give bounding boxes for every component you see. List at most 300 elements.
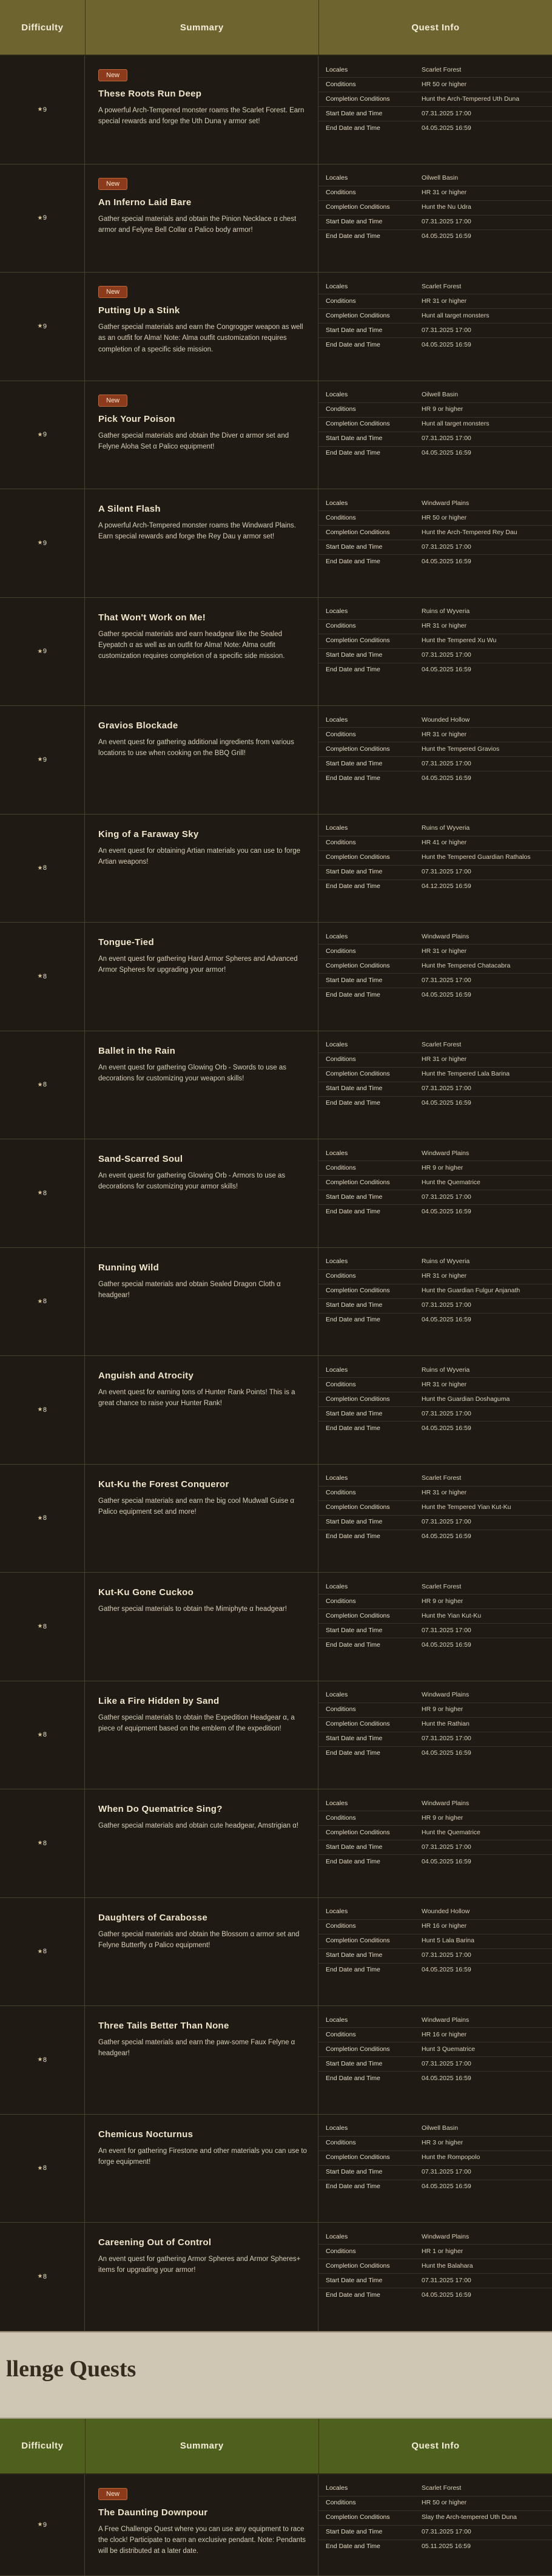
info-label: Conditions bbox=[326, 839, 356, 847]
quest-description: An event quest for gathering additional ingredients from various locations to use when cooking on the BBQ Grill! bbox=[98, 739, 294, 758]
table-row bbox=[0, 1789, 552, 1898]
difficulty-stars: 8 bbox=[42, 2273, 47, 2280]
info-label: End Date and Time bbox=[326, 774, 380, 782]
quest-title: Three Tails Better Than None bbox=[98, 2021, 229, 2031]
info-value: 04.05.2025 16:59 bbox=[422, 1533, 471, 1541]
info-completion-row bbox=[318, 2259, 552, 2274]
info-label: Start Date and Time bbox=[326, 1518, 383, 1526]
info-value: Scarlet Forest bbox=[422, 1582, 462, 1590]
info-completion-row bbox=[318, 1176, 552, 1190]
info-label: End Date and Time bbox=[326, 1966, 380, 1974]
new-badge: New bbox=[98, 69, 127, 81]
table-row bbox=[0, 1248, 552, 1357]
quest-title: Anguish and Atrocity bbox=[98, 1371, 194, 1381]
info-value: 07.31.2025 17:00 bbox=[422, 651, 471, 659]
info-label: End Date and Time bbox=[326, 232, 380, 240]
quest-title: The Daunting Downpour bbox=[98, 2507, 208, 2518]
info-completion-row bbox=[318, 1284, 552, 1299]
quest-title: Pick Your Poison bbox=[98, 413, 175, 424]
info-label: End Date and Time bbox=[326, 1424, 380, 1432]
info-label: Locales bbox=[326, 1908, 348, 1916]
quest-title: When Do Quematrice Sing? bbox=[98, 1804, 223, 1814]
quest-info-cell bbox=[318, 489, 552, 597]
summary-cell bbox=[85, 1139, 318, 1247]
info-value: Wounded Hollow bbox=[422, 716, 470, 724]
info-label: End Date and Time bbox=[326, 883, 380, 890]
difficulty-stars: 9 bbox=[42, 106, 47, 114]
info-label: Conditions bbox=[326, 1922, 356, 1930]
info-start-row bbox=[318, 1516, 552, 1530]
star-icon: ★ bbox=[37, 106, 43, 114]
info-label: Locales bbox=[326, 1366, 348, 1374]
difficulty-cell bbox=[0, 2006, 85, 2114]
summary-cell bbox=[85, 923, 318, 1031]
quest-description: Gather special materials and earn headgear like the Sealed Eyepatch α as well as an outfit for Alma! Note: Alma outfit customization requires completion of a specific side mission. bbox=[98, 630, 285, 660]
info-end-row bbox=[318, 2072, 552, 2086]
table-row bbox=[0, 489, 552, 598]
info-label: Completion Conditions bbox=[326, 2262, 390, 2269]
info-end-row bbox=[318, 880, 552, 894]
info-value: HR 3 or higher bbox=[422, 2139, 463, 2147]
info-label: End Date and Time bbox=[326, 1099, 380, 1107]
info-value: 07.31.2025 17:00 bbox=[422, 976, 471, 984]
info-value: Ruins of Wyveria bbox=[422, 1258, 470, 1266]
info-label: End Date and Time bbox=[326, 1857, 380, 1865]
quest-description: Gather special materials and obtain the Blossom α armor set and Felyne Butterfly α Palico equipment! bbox=[98, 1930, 300, 1949]
info-end-row bbox=[318, 771, 552, 785]
info-value: HR 31 or higher bbox=[422, 297, 467, 305]
star-icon: ★ bbox=[37, 864, 43, 872]
info-value: HR 31 or higher bbox=[422, 622, 467, 630]
info-label: Conditions bbox=[326, 514, 356, 521]
info-label: Conditions bbox=[326, 80, 356, 88]
quest-title: Ballet in the Rain bbox=[98, 1045, 176, 1056]
info-completion-row bbox=[318, 418, 552, 432]
info-locale-row bbox=[318, 1472, 552, 1486]
summary-cell bbox=[85, 273, 318, 381]
info-value: 04.05.2025 16:59 bbox=[422, 1424, 471, 1432]
info-value: HR 50 or higher bbox=[422, 2499, 467, 2507]
info-value: HR 31 or higher bbox=[422, 1056, 467, 1063]
summary-cell bbox=[85, 489, 318, 597]
difficulty-header: Difficulty bbox=[0, 0, 86, 55]
info-value: 07.31.2025 17:00 bbox=[422, 2059, 471, 2067]
info-end-row bbox=[318, 230, 552, 244]
difficulty-cell bbox=[0, 273, 85, 381]
info-value: Ruins of Wyveria bbox=[422, 824, 470, 832]
quest-description: Gather special materials and obtain cute headgear, Amstrigian α! bbox=[98, 1822, 299, 1829]
info-label: Start Date and Time bbox=[326, 2168, 383, 2176]
info-conditions-row bbox=[318, 1270, 552, 1284]
star-icon: ★ bbox=[37, 1840, 43, 1847]
info-conditions-row bbox=[318, 186, 552, 201]
section-banner bbox=[0, 2331, 552, 2419]
info-label: End Date and Time bbox=[326, 557, 380, 565]
quest-title: Tongue-Tied bbox=[98, 937, 154, 947]
summary-cell bbox=[85, 1465, 318, 1573]
info-value: HR 41 or higher bbox=[422, 839, 467, 847]
info-value: 07.31.2025 17:00 bbox=[422, 1301, 471, 1309]
quest-info-cell bbox=[318, 1139, 552, 1247]
info-locale-row bbox=[318, 2013, 552, 2028]
info-label: Completion Conditions bbox=[326, 528, 390, 536]
info-locale-row bbox=[318, 1797, 552, 1811]
quest-description: Gather special materials to obtain the Mimiphyte α headgear! bbox=[98, 1605, 287, 1613]
star-icon: ★ bbox=[37, 431, 43, 438]
star-icon: ★ bbox=[37, 1406, 43, 1414]
quest-title: That Won't Work on Me! bbox=[98, 612, 206, 623]
difficulty-stars: 8 bbox=[42, 864, 47, 872]
info-locale-row bbox=[318, 605, 552, 620]
info-start-row bbox=[318, 215, 552, 230]
info-label: Completion Conditions bbox=[326, 1828, 390, 1836]
quest-info-cell bbox=[318, 1031, 552, 1139]
info-value: 04.05.2025 16:59 bbox=[422, 449, 471, 457]
info-label: Conditions bbox=[326, 189, 356, 197]
quest-info-cell bbox=[318, 1356, 552, 1464]
info-value: HR 16 or higher bbox=[422, 2030, 467, 2038]
summary-cell bbox=[85, 598, 318, 706]
info-label: Start Date and Time bbox=[326, 759, 383, 767]
info-completion-row bbox=[318, 634, 552, 649]
info-value: Hunt the Guardian Doshaguma bbox=[422, 1395, 510, 1403]
info-label: Locales bbox=[326, 391, 348, 399]
info-conditions-row bbox=[318, 728, 552, 742]
info-value: HR 50 or higher bbox=[422, 80, 467, 88]
info-end-row bbox=[318, 2288, 552, 2302]
info-locale-row bbox=[318, 1039, 552, 1053]
info-label: Start Date and Time bbox=[326, 2528, 383, 2536]
table-row bbox=[0, 2115, 552, 2223]
star-icon: ★ bbox=[37, 1514, 43, 1522]
star-icon: ★ bbox=[37, 1190, 43, 1197]
difficulty-stars: 8 bbox=[42, 2164, 47, 2172]
info-end-row bbox=[318, 1313, 552, 1327]
info-value: 04.05.2025 16:59 bbox=[422, 1099, 471, 1107]
info-label: Conditions bbox=[326, 297, 356, 305]
info-label: Locales bbox=[326, 716, 348, 724]
info-label: Completion Conditions bbox=[326, 95, 390, 103]
table-row bbox=[0, 815, 552, 923]
info-value: 04.12.2025 16:59 bbox=[422, 883, 471, 890]
summary-cell bbox=[85, 381, 318, 489]
info-label: Completion Conditions bbox=[326, 1395, 390, 1403]
info-locale-row bbox=[318, 1363, 552, 1378]
quest-info-cell bbox=[318, 1898, 552, 2006]
info-value: Hunt the Quematrice bbox=[422, 1178, 480, 1186]
info-label: Start Date and Time bbox=[326, 543, 383, 551]
difficulty-cell bbox=[0, 1898, 85, 2006]
difficulty-stars: 9 bbox=[42, 214, 47, 222]
info-label: Locales bbox=[326, 1258, 348, 1266]
info-conditions-row bbox=[318, 836, 552, 851]
info-value: HR 31 or higher bbox=[422, 189, 467, 197]
difficulty-stars: 9 bbox=[42, 756, 47, 764]
difficulty-stars: 9 bbox=[42, 2521, 47, 2529]
info-value: HR 1 or higher bbox=[422, 2247, 463, 2255]
info-completion-row bbox=[318, 1609, 552, 1624]
difficulty-cell bbox=[0, 1356, 85, 1464]
quest-info-cell bbox=[318, 2223, 552, 2331]
info-label: Conditions bbox=[326, 1814, 356, 1822]
info-label: Conditions bbox=[326, 947, 356, 955]
quest-title: Gravios Blockade bbox=[98, 720, 178, 731]
info-conditions-row bbox=[318, 2028, 552, 2042]
star-icon: ★ bbox=[37, 1948, 43, 1955]
info-completion-row bbox=[318, 1826, 552, 1840]
info-value: 07.31.2025 17:00 bbox=[422, 1193, 471, 1201]
info-label: Locales bbox=[326, 1691, 348, 1699]
info-value: Ruins of Wyveria bbox=[422, 1366, 470, 1374]
info-end-row bbox=[318, 121, 552, 135]
quest-info-cell bbox=[318, 1681, 552, 1789]
info-value: Hunt the Tempered Lala Barina bbox=[422, 1070, 510, 1078]
difficulty-cell bbox=[0, 2223, 85, 2331]
info-start-row bbox=[318, 974, 552, 988]
quest-title: Chemicus Nocturnus bbox=[98, 2129, 194, 2140]
info-label: Locales bbox=[326, 2484, 348, 2492]
quest-description: An event quest for gathering Glowing Orb - Swords to use as decorations for customizing your weapon skills! bbox=[98, 1063, 287, 1082]
info-value: 07.31.2025 17:00 bbox=[422, 218, 471, 226]
summary-cell bbox=[85, 1031, 318, 1139]
quest-description: Gather special materials and obtain the Pinion Necklace α chest armor and Felyne Bell Collar α Palico body armor! bbox=[98, 215, 297, 234]
info-label: Conditions bbox=[326, 1597, 356, 1605]
info-label: Completion Conditions bbox=[326, 1720, 390, 1728]
info-value: 04.05.2025 16:59 bbox=[422, 341, 471, 348]
quest-description: A powerful Arch-Tempered monster roams the Scarlet Forest. Earn special rewards and forge the Uth Duna γ armor set! bbox=[98, 107, 305, 126]
info-value: 04.05.2025 16:59 bbox=[422, 557, 471, 565]
info-value: Windward Plains bbox=[422, 1691, 470, 1699]
difficulty-stars: 8 bbox=[42, 972, 47, 980]
info-completion-row bbox=[318, 742, 552, 757]
difficulty-cell bbox=[0, 706, 85, 814]
info-value: Hunt 5 Lala Barina bbox=[422, 1937, 474, 1945]
info-label: Start Date and Time bbox=[326, 1735, 383, 1743]
summary-cell bbox=[85, 1248, 318, 1356]
info-value: 04.05.2025 16:59 bbox=[422, 1207, 471, 1215]
info-start-row bbox=[318, 2166, 552, 2180]
table-row bbox=[0, 1356, 552, 1465]
info-completion-row bbox=[318, 1068, 552, 1082]
info-end-row bbox=[318, 988, 552, 1002]
summary-header: Summary bbox=[86, 0, 319, 55]
table-row bbox=[0, 1031, 552, 1140]
info-value: 07.31.2025 17:00 bbox=[422, 326, 471, 334]
difficulty-stars: 8 bbox=[42, 1731, 47, 1739]
info-label: Start Date and Time bbox=[326, 1951, 383, 1959]
info-label: Completion Conditions bbox=[326, 2045, 390, 2053]
section-title: llenge Quests bbox=[6, 2356, 136, 2382]
difficulty-stars: 8 bbox=[42, 1298, 47, 1306]
info-end-row bbox=[318, 2180, 552, 2194]
info-label: Start Date and Time bbox=[326, 1409, 383, 1417]
quest-info-header: Quest Info bbox=[411, 2441, 460, 2451]
info-value: Hunt the Guardian Fulgur Anjanath bbox=[422, 1287, 520, 1295]
info-completion-row bbox=[318, 2511, 552, 2526]
info-start-row bbox=[318, 1190, 552, 1205]
info-completion-row bbox=[318, 1501, 552, 1516]
quest-info-cell bbox=[318, 2115, 552, 2223]
info-label: Locales bbox=[326, 1474, 348, 1482]
info-label: Completion Conditions bbox=[326, 1503, 390, 1511]
quest-info-cell bbox=[318, 273, 552, 381]
info-label: End Date and Time bbox=[326, 2074, 380, 2082]
info-value: Hunt the Balahara bbox=[422, 2262, 473, 2269]
info-label: Locales bbox=[326, 608, 348, 615]
summary-cell bbox=[85, 2006, 318, 2114]
info-label: Conditions bbox=[326, 1380, 356, 1388]
info-completion-row bbox=[318, 1718, 552, 1732]
star-icon: ★ bbox=[37, 1731, 43, 1738]
difficulty-stars: 8 bbox=[42, 1839, 47, 1847]
table-row bbox=[0, 706, 552, 815]
info-label: Conditions bbox=[326, 2139, 356, 2147]
star-icon: ★ bbox=[37, 2164, 43, 2172]
info-start-row bbox=[318, 1407, 552, 1422]
difficulty-cell bbox=[0, 598, 85, 706]
star-icon: ★ bbox=[37, 1623, 43, 1630]
info-value: Ruins of Wyveria bbox=[422, 608, 470, 615]
info-value: Windward Plains bbox=[422, 2016, 470, 2024]
info-value: Oilwell Basin bbox=[422, 2124, 459, 2132]
info-value: Scarlet Forest bbox=[422, 282, 462, 290]
info-value: 04.05.2025 16:59 bbox=[422, 774, 471, 782]
info-value: Hunt all target monsters bbox=[422, 311, 490, 319]
info-value: HR 50 or higher bbox=[422, 514, 467, 521]
info-value: Hunt the Quematrice bbox=[422, 1828, 480, 1836]
star-icon: ★ bbox=[37, 214, 43, 222]
info-label: Locales bbox=[326, 2232, 348, 2240]
info-value: HR 9 or higher bbox=[422, 1814, 463, 1822]
info-value: 07.31.2025 17:00 bbox=[422, 1951, 471, 1959]
info-locale-row bbox=[318, 280, 552, 294]
info-start-row bbox=[318, 1949, 552, 1964]
table-row bbox=[0, 381, 552, 490]
star-icon: ★ bbox=[37, 2521, 43, 2528]
difficulty-header: Difficulty bbox=[0, 2419, 86, 2473]
summary-cell bbox=[85, 1789, 318, 1897]
info-completion-row bbox=[318, 1392, 552, 1407]
quest-title: Kut-Ku Gone Cuckoo bbox=[98, 1587, 194, 1598]
info-label: Completion Conditions bbox=[326, 637, 390, 645]
info-label: End Date and Time bbox=[326, 666, 380, 674]
info-value: Scarlet Forest bbox=[422, 1041, 462, 1049]
info-end-row bbox=[318, 338, 552, 352]
info-value: HR 9 or higher bbox=[422, 1164, 463, 1171]
summary-cell bbox=[85, 1573, 318, 1681]
difficulty-stars: 8 bbox=[42, 1622, 47, 1630]
quest-description: Gather special materials and obtain the Diver α armor set and Felyne Aloha Set α Palico equipment! bbox=[98, 432, 289, 450]
quest-info-cell bbox=[318, 923, 552, 1031]
info-start-row bbox=[318, 107, 552, 121]
info-value: Hunt the Arch-Tempered Uth Duna bbox=[422, 95, 520, 103]
info-label: End Date and Time bbox=[326, 2291, 380, 2299]
info-value: 07.31.2025 17:00 bbox=[422, 1409, 471, 1417]
info-completion-row bbox=[318, 2151, 552, 2166]
difficulty-cell bbox=[0, 1139, 85, 1247]
star-icon: ★ bbox=[37, 2056, 43, 2064]
info-locale-row bbox=[318, 1147, 552, 1161]
table-header bbox=[0, 2419, 552, 2475]
difficulty-cell bbox=[0, 1681, 85, 1789]
info-conditions-row bbox=[318, 1378, 552, 1392]
quest-description: Gather special materials and earn the paw-some Faux Felyne α headgear! bbox=[98, 2039, 295, 2058]
info-end-row bbox=[318, 1530, 552, 1544]
info-value: Oilwell Basin bbox=[422, 174, 459, 182]
info-value: HR 9 or higher bbox=[422, 1706, 463, 1713]
info-label: Start Date and Time bbox=[326, 218, 383, 226]
info-label: Completion Conditions bbox=[326, 1612, 390, 1619]
info-label: Locales bbox=[326, 1582, 348, 1590]
info-completion-row bbox=[318, 92, 552, 107]
info-value: 04.05.2025 16:59 bbox=[422, 1966, 471, 1974]
quest-title: An Inferno Laid Bare bbox=[98, 197, 192, 208]
table-row bbox=[0, 923, 552, 1031]
info-label: End Date and Time bbox=[326, 124, 380, 132]
quest-title: King of a Faraway Sky bbox=[98, 829, 199, 839]
info-label: Locales bbox=[326, 1041, 348, 1049]
info-label: End Date and Time bbox=[326, 2183, 380, 2191]
difficulty-cell bbox=[0, 2475, 85, 2575]
quest-info-header: Quest Info bbox=[411, 22, 460, 33]
info-label: Conditions bbox=[326, 405, 356, 413]
table-row bbox=[0, 1139, 552, 1248]
info-label: Start Date and Time bbox=[326, 109, 383, 117]
info-value: HR 31 or higher bbox=[422, 1380, 467, 1388]
info-label: Conditions bbox=[326, 2499, 356, 2507]
info-label: Locales bbox=[326, 174, 348, 182]
info-value: HR 31 or higher bbox=[422, 1272, 467, 1280]
info-conditions-row bbox=[318, 1053, 552, 1068]
info-label: Locales bbox=[326, 932, 348, 940]
info-label: Start Date and Time bbox=[326, 2276, 383, 2284]
quest-description: A Free Challenge Quest where you can use any equipment to race the clock! Participate to earn an exclusive pendant. Note: Pendants will be distributed at a later date. bbox=[98, 2525, 306, 2555]
info-value: 04.05.2025 16:59 bbox=[422, 1749, 471, 1757]
table-header bbox=[0, 0, 552, 56]
info-label: Start Date and Time bbox=[326, 1301, 383, 1309]
info-start-row bbox=[318, 324, 552, 338]
difficulty-cell bbox=[0, 1031, 85, 1139]
info-label: Start Date and Time bbox=[326, 868, 383, 876]
quest-description: Gather special materials to obtain the Expedition Headgear α, a piece of equipment based on the emblem of the expedition! bbox=[98, 1713, 295, 1732]
info-completion-row bbox=[318, 309, 552, 324]
difficulty-cell bbox=[0, 1465, 85, 1573]
info-value: Scarlet Forest bbox=[422, 1474, 462, 1482]
info-label: Start Date and Time bbox=[326, 1193, 383, 1201]
star-icon: ★ bbox=[37, 648, 43, 655]
info-locale-row bbox=[318, 1905, 552, 1920]
info-conditions-row bbox=[318, 1703, 552, 1718]
summary-cell bbox=[85, 2223, 318, 2331]
info-label: Completion Conditions bbox=[326, 2154, 390, 2161]
info-label: Conditions bbox=[326, 2247, 356, 2255]
info-label: Start Date and Time bbox=[326, 1626, 383, 1634]
info-value: 04.05.2025 16:59 bbox=[422, 124, 471, 132]
difficulty-cell bbox=[0, 489, 85, 597]
info-value: HR 9 or higher bbox=[422, 1597, 463, 1605]
info-conditions-row bbox=[318, 1595, 552, 1609]
info-value: Hunt the Tempered Yian Kut-Ku bbox=[422, 1503, 511, 1511]
info-label: Start Date and Time bbox=[326, 435, 383, 442]
info-conditions-row bbox=[318, 1486, 552, 1501]
summary-cell bbox=[85, 2115, 318, 2223]
quest-info-cell bbox=[318, 164, 552, 273]
info-value: 07.31.2025 17:00 bbox=[422, 868, 471, 876]
quest-info-cell bbox=[318, 381, 552, 489]
info-start-row bbox=[318, 1732, 552, 1747]
quest-info-cell bbox=[318, 2475, 552, 2575]
info-value: Slay the Arch-tempered Uth Duna bbox=[422, 2513, 517, 2521]
